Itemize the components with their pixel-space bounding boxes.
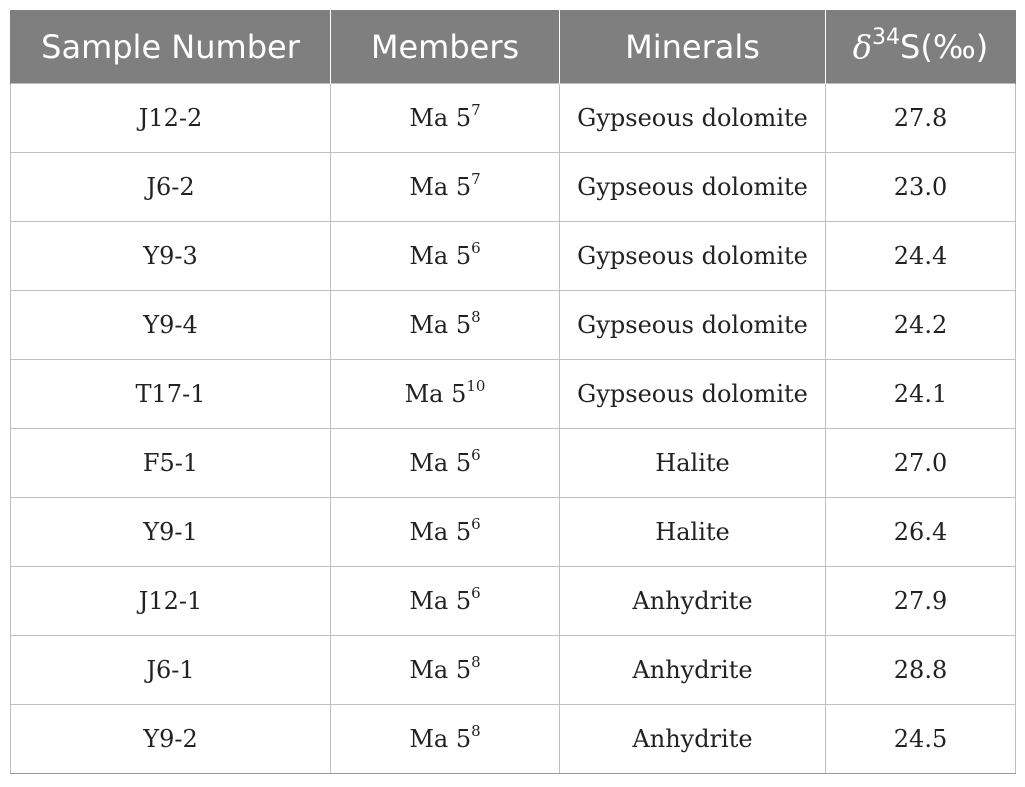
- table-row: [11, 222, 1016, 291]
- cell-sample-number: J12-2: [11, 84, 331, 153]
- table-row: [11, 567, 1016, 636]
- cell-mineral: Gypseous dolomite: [560, 153, 826, 222]
- cell-mineral: Anhydrite: [560, 567, 826, 636]
- cell-mineral: Halite: [560, 429, 826, 498]
- cell-delta-34s: 23.0: [826, 153, 1016, 222]
- cell-sample-number: J6-1: [11, 636, 331, 705]
- table-row: [11, 360, 1016, 429]
- cell-member: [331, 222, 560, 291]
- cell-member: [331, 360, 560, 429]
- cell-delta-34s: 26.4: [826, 498, 1016, 567]
- cell-delta-34s: 24.2: [826, 291, 1016, 360]
- table-row: [11, 636, 1016, 705]
- header-members: Members: [331, 10, 560, 84]
- header-row: [11, 10, 1016, 84]
- cell-mineral: Gypseous dolomite: [560, 222, 826, 291]
- header-minerals: Minerals: [560, 10, 826, 84]
- cell-delta-34s: 24.1: [826, 360, 1016, 429]
- cell-sample-number: F5-1: [11, 429, 331, 498]
- member-superscript: 7: [471, 101, 481, 119]
- member-base: Ma 5: [409, 587, 472, 615]
- cell-delta-34s: 28.8: [826, 636, 1016, 705]
- member-base: Ma 5: [409, 311, 472, 339]
- table-row: [11, 429, 1016, 498]
- cell-sample-number: T17-1: [11, 360, 331, 429]
- cell-mineral: Gypseous dolomite: [560, 360, 826, 429]
- member-superscript: 6: [471, 239, 481, 257]
- member-superscript: 6: [471, 446, 481, 464]
- cell-member: [331, 705, 560, 774]
- member-base: Ma 5: [409, 173, 472, 201]
- cell-delta-34s: 27.8: [826, 84, 1016, 153]
- table-header: [11, 10, 1016, 84]
- table-row: [11, 291, 1016, 360]
- cell-mineral: Gypseous dolomite: [560, 84, 826, 153]
- cell-sample-number: J12-1: [11, 567, 331, 636]
- cell-member: [331, 636, 560, 705]
- member-base: Ma 5: [404, 380, 467, 408]
- header-sample-number: Sample Number: [11, 10, 331, 84]
- cell-sample-number: Y9-2: [11, 705, 331, 774]
- member-base: Ma 5: [409, 725, 472, 753]
- member-superscript: 10: [466, 377, 486, 395]
- cell-member: [331, 291, 560, 360]
- cell-member: [331, 84, 560, 153]
- cell-member: [331, 498, 560, 567]
- cell-sample-number: Y9-1: [11, 498, 331, 567]
- member-superscript: 8: [471, 308, 481, 326]
- member-superscript: 8: [471, 653, 481, 671]
- header-delta-superscript: 34: [872, 24, 901, 50]
- cell-delta-34s: 27.0: [826, 429, 1016, 498]
- member-base: Ma 5: [409, 656, 472, 684]
- cell-mineral: Gypseous dolomite: [560, 291, 826, 360]
- cell-sample-number: J6-2: [11, 153, 331, 222]
- cell-sample-number: Y9-3: [11, 222, 331, 291]
- cell-mineral: Anhydrite: [560, 636, 826, 705]
- member-base: Ma 5: [409, 104, 472, 132]
- header-delta-symbol: δ: [852, 27, 873, 66]
- data-table-container: [10, 10, 1015, 774]
- table-body: [11, 84, 1016, 774]
- table-row: [11, 84, 1016, 153]
- cell-delta-34s: 24.5: [826, 705, 1016, 774]
- cell-mineral: Anhydrite: [560, 705, 826, 774]
- cell-delta-34s: 24.4: [826, 222, 1016, 291]
- header-delta-34s: [826, 10, 1016, 84]
- cell-sample-number: Y9-4: [11, 291, 331, 360]
- member-superscript: 6: [471, 584, 481, 602]
- cell-member: [331, 567, 560, 636]
- isotope-table: [10, 10, 1016, 774]
- table-row: [11, 153, 1016, 222]
- cell-delta-34s: 27.9: [826, 567, 1016, 636]
- member-base: Ma 5: [409, 449, 472, 477]
- cell-member: [331, 153, 560, 222]
- table-row: [11, 705, 1016, 774]
- member-superscript: 7: [471, 170, 481, 188]
- table-row: [11, 498, 1016, 567]
- member-superscript: 8: [471, 722, 481, 740]
- member-base: Ma 5: [409, 242, 472, 270]
- cell-member: [331, 429, 560, 498]
- cell-mineral: Halite: [560, 498, 826, 567]
- member-base: Ma 5: [409, 518, 472, 546]
- member-superscript: 6: [471, 515, 481, 533]
- header-delta-rest: S(‰): [900, 27, 989, 66]
